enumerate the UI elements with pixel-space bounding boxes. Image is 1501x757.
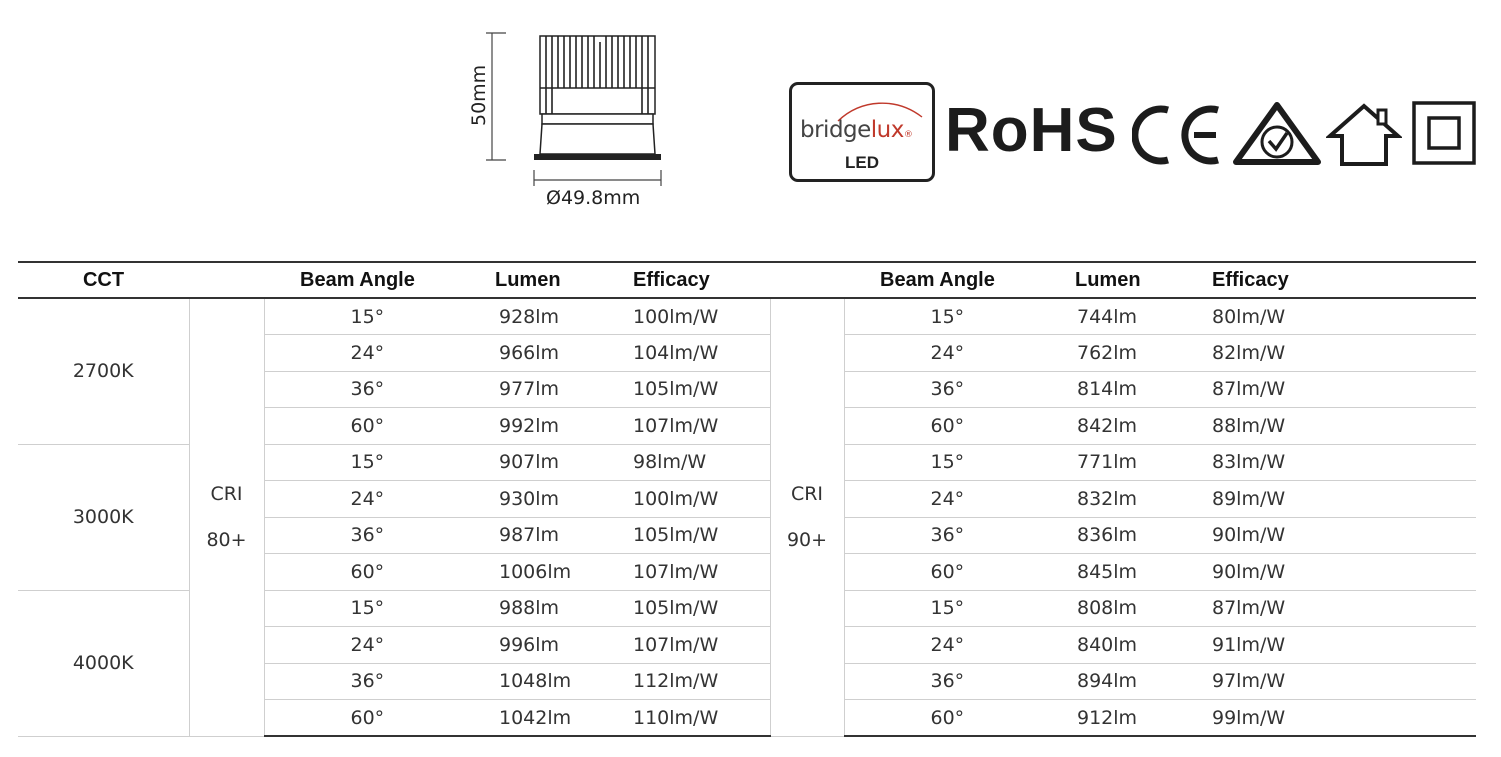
efficacy-cell: 98lm/W <box>633 444 770 481</box>
lumen-cell: 832lm <box>1073 481 1212 518</box>
efficacy-cell: 110lm/W <box>633 700 770 737</box>
width-dimension-label: Ø49.8mm <box>546 187 641 209</box>
efficacy-cell: 90lm/W <box>1212 517 1476 554</box>
efficacy-cell: 105lm/W <box>633 590 770 627</box>
header-lumen-80: Lumen <box>495 262 633 298</box>
beam-angle-cell: 15° <box>264 444 495 481</box>
efficacy-cell: 82lm/W <box>1212 335 1476 372</box>
efficacy-cell: 112lm/W <box>633 663 770 700</box>
efficacy-cell: 80lm/W <box>1212 298 1476 335</box>
cri-80-cell <box>189 298 264 736</box>
cct-cell: 2700K <box>18 298 189 444</box>
lumen-cell: 771lm <box>1073 444 1212 481</box>
ce-mark-icon <box>1132 104 1224 166</box>
efficacy-cell: 107lm/W <box>633 554 770 591</box>
table-row <box>18 298 1476 335</box>
beam-angle-cell: 60° <box>844 408 1073 445</box>
header-efficacy-90: Efficacy <box>1212 262 1476 298</box>
lumen-cell: 814lm <box>1073 371 1212 408</box>
efficacy-cell: 83lm/W <box>1212 444 1476 481</box>
beam-angle-cell: 15° <box>264 298 495 335</box>
lumen-cell: 840lm <box>1073 627 1212 664</box>
beam-angle-cell: 24° <box>264 335 495 372</box>
beam-angle-cell: 15° <box>844 444 1073 481</box>
efficacy-cell: 100lm/W <box>633 298 770 335</box>
beam-angle-cell: 24° <box>844 481 1073 518</box>
rohs-mark: RoHS <box>945 96 1118 165</box>
lumen-cell: 1048lm <box>495 663 633 700</box>
header-spacer <box>770 262 844 298</box>
cct-cell: 3000K <box>18 444 189 590</box>
beam-angle-cell: 24° <box>844 627 1073 664</box>
efficacy-cell: 107lm/W <box>633 408 770 445</box>
header-cct: CCT <box>18 262 189 298</box>
lumen-cell: 977lm <box>495 371 633 408</box>
efficacy-cell: 104lm/W <box>633 335 770 372</box>
header-efficacy-80: Efficacy <box>633 262 770 298</box>
table-header-row <box>18 262 1476 298</box>
beam-angle-cell: 36° <box>264 663 495 700</box>
lumen-cell: 907lm <box>495 444 633 481</box>
beam-angle-cell: 15° <box>844 298 1073 335</box>
efficacy-cell: 90lm/W <box>1212 554 1476 591</box>
height-dimension-label: 50mm <box>468 64 490 126</box>
beam-angle-cell: 24° <box>264 481 495 518</box>
header-spacer <box>189 262 264 298</box>
lumen-cell: 1042lm <box>495 700 633 737</box>
cri-label: CRI <box>790 483 824 506</box>
lumen-cell: 988lm <box>495 590 633 627</box>
beam-angle-cell: 60° <box>264 408 495 445</box>
lumen-cell: 894lm <box>1073 663 1212 700</box>
lumen-cell: 996lm <box>495 627 633 664</box>
lumen-cell: 928lm <box>495 298 633 335</box>
lumen-cell: 845lm <box>1073 554 1212 591</box>
beam-angle-cell: 60° <box>844 700 1073 737</box>
lumen-cell: 1006lm <box>495 554 633 591</box>
beam-angle-cell: 60° <box>844 554 1073 591</box>
lumen-cell: 762lm <box>1073 335 1212 372</box>
efficacy-cell: 91lm/W <box>1212 627 1476 664</box>
cri-value: 80+ <box>206 529 247 552</box>
efficacy-cell: 89lm/W <box>1212 481 1476 518</box>
lumen-cell: 842lm <box>1073 408 1212 445</box>
efficacy-cell: 100lm/W <box>633 481 770 518</box>
header-lumen-90: Lumen <box>1073 262 1212 298</box>
efficacy-cell: 105lm/W <box>633 517 770 554</box>
header-beam-angle-80: Beam Angle <box>264 262 495 298</box>
beam-angle-cell: 36° <box>264 371 495 408</box>
cri-label: CRI <box>210 483 243 506</box>
cri-90-cell <box>770 298 844 736</box>
efficacy-cell: 107lm/W <box>633 627 770 664</box>
beam-angle-cell: 36° <box>844 371 1073 408</box>
beam-angle-cell: 60° <box>264 700 495 737</box>
beam-angle-cell: 60° <box>264 554 495 591</box>
brand-tagline: LED <box>845 153 879 172</box>
indoor-use-icon <box>1326 102 1402 166</box>
efficacy-cell: 97lm/W <box>1212 663 1476 700</box>
lumen-cell: 966lm <box>495 335 633 372</box>
beam-angle-cell: 24° <box>844 335 1073 372</box>
efficacy-cell: 88lm/W <box>1212 408 1476 445</box>
lumen-cell: 912lm <box>1073 700 1212 737</box>
efficacy-cell: 105lm/W <box>633 371 770 408</box>
lumen-cell: 992lm <box>495 408 633 445</box>
efficacy-cell: 99lm/W <box>1212 700 1476 737</box>
beam-angle-cell: 36° <box>844 517 1073 554</box>
lumen-cell: 808lm <box>1073 590 1212 627</box>
lumen-cell: 836lm <box>1073 517 1212 554</box>
rcm-icon <box>1232 100 1322 166</box>
class-ii-icon <box>1411 100 1477 166</box>
spec-table <box>18 261 1476 737</box>
efficacy-cell: 87lm/W <box>1212 371 1476 408</box>
cct-cell: 4000K <box>18 590 189 736</box>
beam-angle-cell: 36° <box>844 663 1073 700</box>
brand-name: bridgelux® <box>800 117 913 143</box>
beam-angle-cell: 36° <box>264 517 495 554</box>
beam-angle-cell: 15° <box>264 590 495 627</box>
bridgelux-led-logo <box>789 82 935 182</box>
lumen-cell: 930lm <box>495 481 633 518</box>
lumen-cell: 987lm <box>495 517 633 554</box>
beam-angle-cell: 24° <box>264 627 495 664</box>
cri-value: 90+ <box>786 529 828 552</box>
beam-angle-cell: 15° <box>844 590 1073 627</box>
header-beam-angle-90: Beam Angle <box>844 262 1073 298</box>
lumen-cell: 744lm <box>1073 298 1212 335</box>
efficacy-cell: 87lm/W <box>1212 590 1476 627</box>
